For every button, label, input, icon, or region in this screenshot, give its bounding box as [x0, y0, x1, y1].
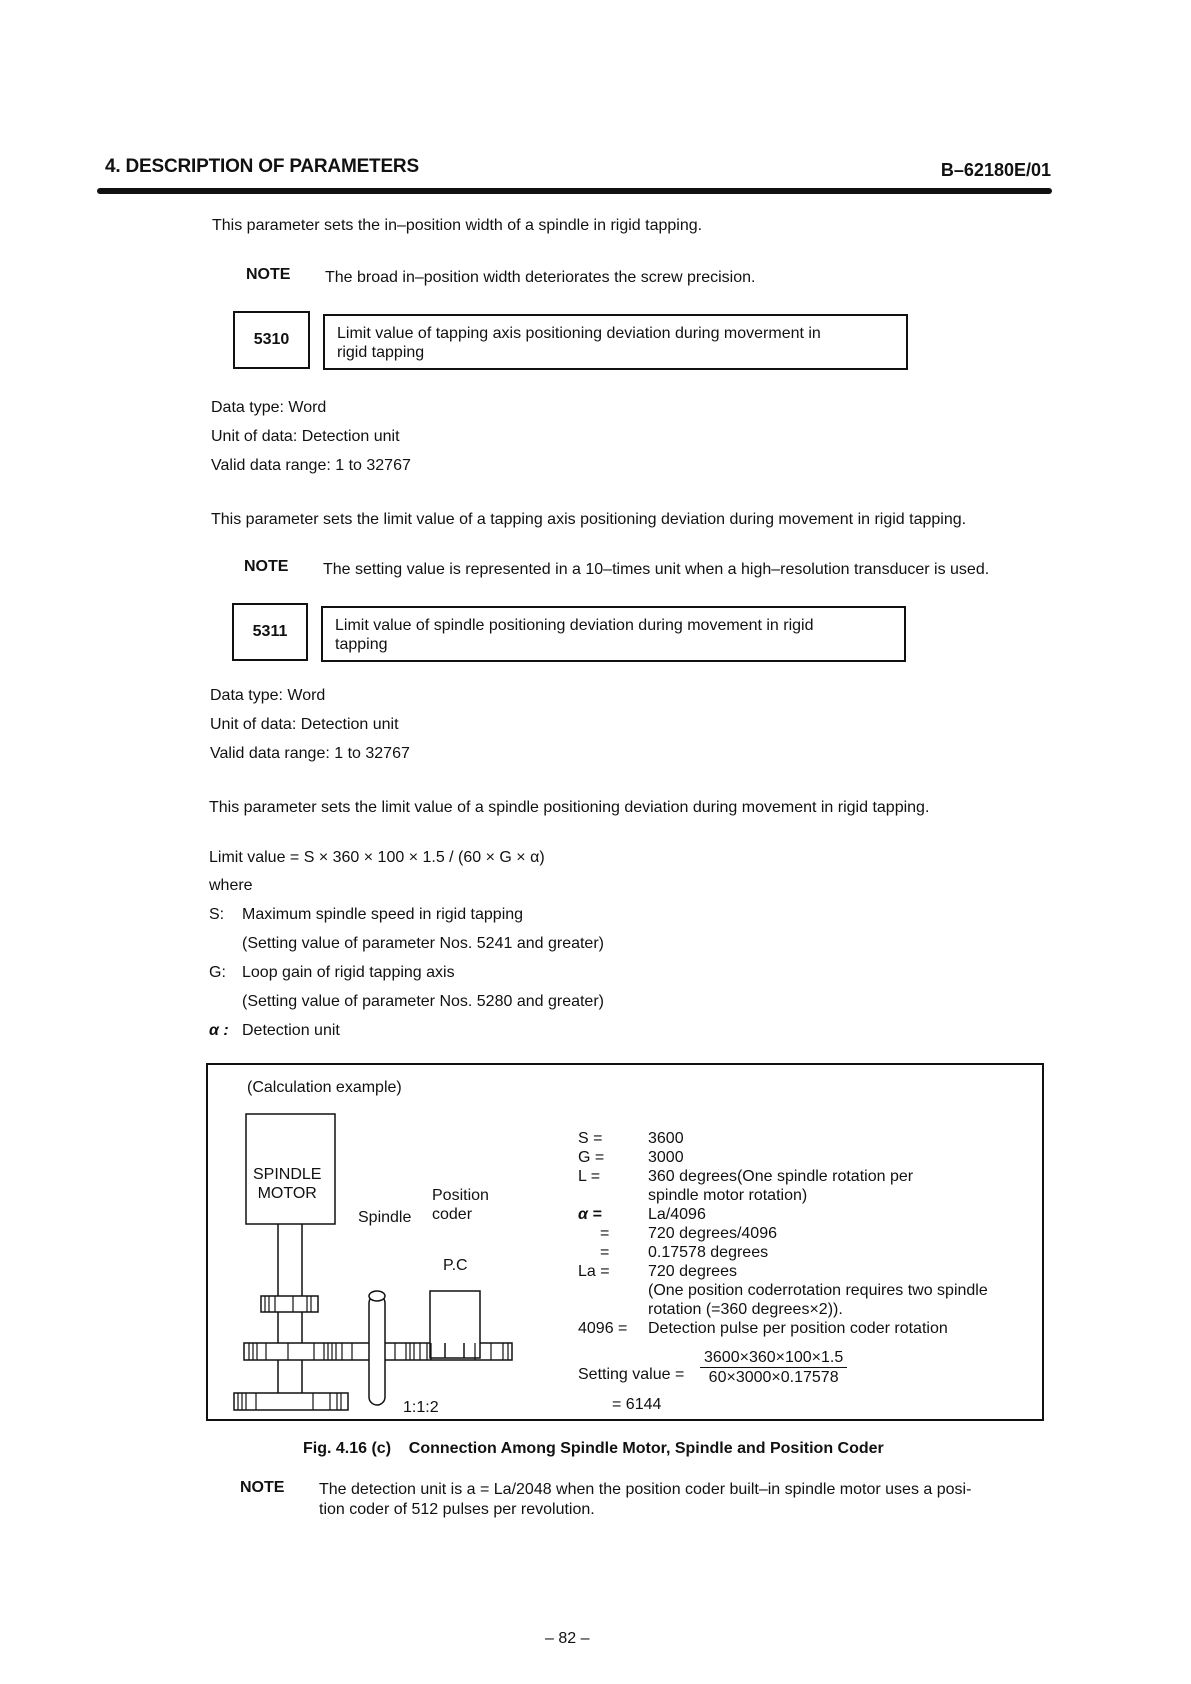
def-text: Loop gain of rigid tapping axis: [242, 964, 455, 981]
setting-value-result: = 6144: [612, 1396, 662, 1413]
setting-value-label: Setting value =: [578, 1366, 685, 1383]
motor-lower-gear: [234, 1393, 348, 1410]
param-description-line: rigid tapping: [337, 344, 425, 361]
spindle-shaft: [369, 1295, 385, 1405]
motor-label-line: SPINDLE: [253, 1166, 322, 1183]
note-label: NOTE: [244, 558, 289, 575]
limit-formula: Limit value = S × 360 × 100 × 1.5 / (60 × G × α): [209, 849, 545, 866]
def-symbol: S:: [209, 906, 225, 923]
data-type: Data type: Word: [210, 687, 326, 704]
spindle-top: [369, 1291, 385, 1301]
param-explanation: This parameter sets the limit value of a spindle positioning deviation during movement in rigid tapping.: [209, 799, 930, 816]
param-number-text: 5310: [253, 331, 290, 348]
gear-ratio: 1:1:2: [403, 1399, 439, 1416]
valid-data-range: Valid data range: 1 to 32767: [211, 457, 411, 474]
param-description-line: Limit value of tapping axis positioning deviation during moverment in: [337, 325, 821, 342]
unit-of-data: Unit of data: Detection unit: [210, 716, 399, 733]
note-text: tion coder of 512 pulses per revolution.: [319, 1501, 595, 1518]
position-coder-label: Position: [432, 1187, 489, 1204]
param-description-5310: [323, 314, 908, 370]
calc-line: 4096 = Detection pulse per position coder rotation: [578, 1320, 948, 1337]
calc-line: La = 720 degrees: [578, 1263, 737, 1280]
position-coder-box: [430, 1291, 480, 1358]
valid-data-range: Valid data range: 1 to 32767: [210, 745, 410, 762]
calc-line: G = 3000: [578, 1149, 684, 1166]
calc-lines: [578, 1129, 988, 1338]
param-number-text: 5311: [252, 623, 288, 640]
param-explanation: This parameter sets the limit value of a tapping axis positioning deviation during movement in rigid tapping.: [211, 511, 967, 528]
calc-example-title: (Calculation example): [247, 1079, 402, 1096]
def-text: Maximum spindle speed in rigid tapping: [242, 906, 524, 923]
motor-label-line: MOTOR: [257, 1185, 317, 1202]
def-sub: (Setting value of parameter Nos. 5241 and greater): [242, 935, 604, 952]
def-text: Detection unit: [242, 1022, 340, 1039]
param-description-line: Limit value of spindle positioning deviation during movement in rigid: [335, 617, 814, 634]
param-description-line: tapping: [335, 636, 388, 653]
spindle-label: Spindle: [358, 1209, 412, 1226]
intro-text: This parameter sets the in–position width of a spindle in rigid tapping.: [212, 217, 703, 234]
calc-line: (One position coderrotation requires two spindle: [648, 1282, 988, 1299]
param-description-5311: [321, 606, 906, 662]
calc-line: rotation (=360 degrees×2)).: [648, 1301, 843, 1318]
document-code: B–62180E/01: [940, 160, 1051, 180]
calc-line: spindle motor rotation): [648, 1187, 808, 1204]
where-label: where: [209, 877, 253, 894]
note-text: The detection unit is a = La/2048 when the position coder built–in spindle motor uses a posi-: [319, 1481, 972, 1498]
page-number: – 82 –: [545, 1630, 590, 1647]
spindle-motor-label: [253, 1165, 321, 1203]
pc-label: P.C: [443, 1257, 468, 1274]
calc-line: S = 3600: [578, 1130, 684, 1147]
def-symbol: G:: [209, 964, 226, 981]
calc-line: = 720 degrees/4096: [600, 1225, 777, 1242]
data-type: Data type: Word: [211, 399, 327, 416]
def-sub: (Setting value of parameter Nos. 5280 and greater): [242, 993, 604, 1010]
fraction-denominator: 60×3000×0.17578: [700, 1367, 847, 1387]
note-text: The broad in–position width deteriorates the screw precision.: [325, 269, 756, 286]
note-label: NOTE: [246, 266, 291, 283]
header-rule: [97, 188, 1052, 194]
setting-value-fraction: [700, 1348, 847, 1387]
position-coder-label: coder: [432, 1206, 473, 1223]
param-number-5310: [233, 311, 310, 369]
calc-line: L = 360 degrees(One spindle rotation per: [578, 1168, 914, 1185]
note-label: NOTE: [240, 1479, 285, 1496]
note-text: The setting value is represented in a 10–times unit when a high–resolution transducer is used.: [323, 561, 990, 578]
fraction-numerator: 3600×360×100×1.5: [704, 1349, 844, 1366]
figure-caption: Fig. 4.16 (c) Connection Among Spindle Motor, Spindle and Position Coder: [303, 1440, 884, 1457]
spindle-connection-diagram: [206, 1063, 566, 1421]
param-number-5311: [232, 603, 308, 661]
calc-line: α = La/4096: [578, 1206, 706, 1223]
unit-of-data: Unit of data: Detection unit: [211, 428, 400, 445]
calc-line: = 0.17578 degrees: [600, 1244, 769, 1261]
section-title: 4. DESCRIPTION OF PARAMETERS: [105, 156, 419, 177]
def-symbol: α :: [209, 1022, 229, 1039]
